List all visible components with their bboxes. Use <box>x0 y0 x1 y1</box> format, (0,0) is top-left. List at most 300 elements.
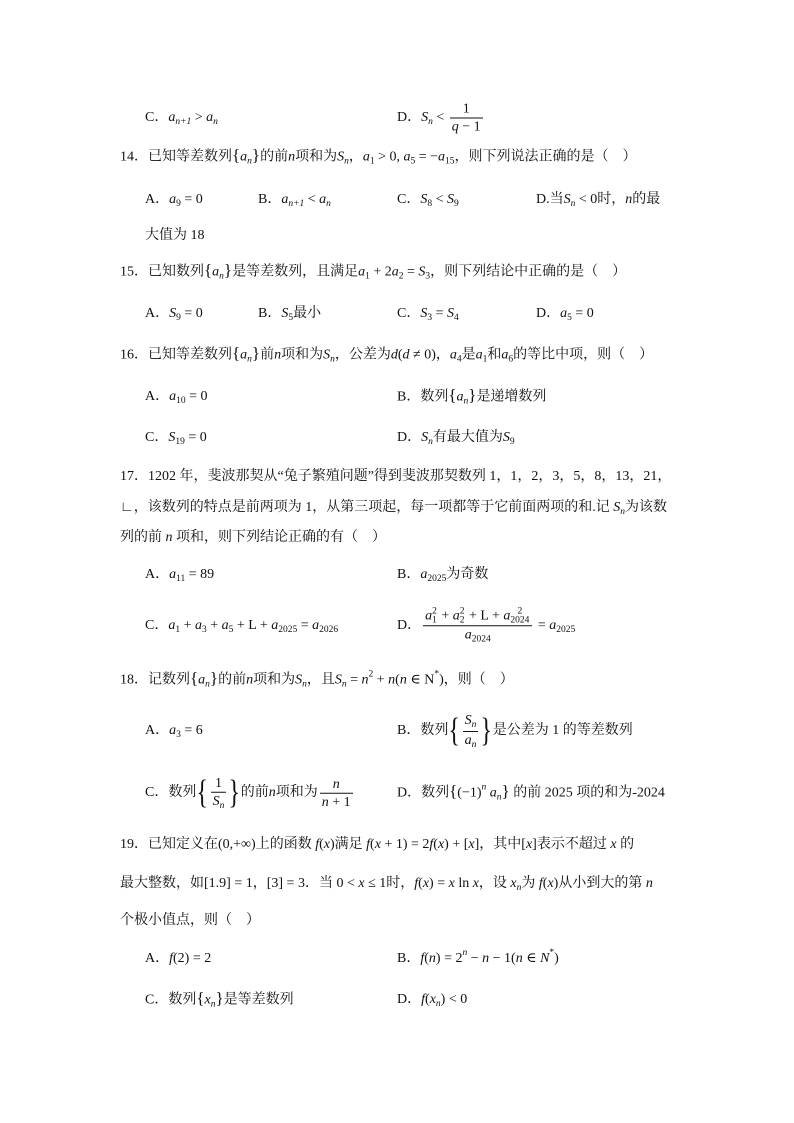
math-variable: f <box>429 837 434 852</box>
math-variable: a <box>549 618 557 634</box>
q17-stem-line-1 <box>120 467 671 487</box>
text-run: 14．已知等差数列 <box>120 149 232 165</box>
math-variable: a <box>240 149 248 165</box>
text-run: 1 <box>462 101 470 117</box>
subscript: n+1 <box>288 199 305 209</box>
text-run: ( <box>370 837 375 852</box>
text-run: ( <box>425 992 430 1007</box>
text-run: = <box>403 264 419 280</box>
q19-option-a <box>145 949 211 969</box>
math-variable: a <box>464 627 472 643</box>
math-variable: a <box>312 618 320 633</box>
math-variable: S <box>169 306 177 321</box>
math-variable: S <box>418 264 426 280</box>
math-variable: x <box>547 876 554 891</box>
brace: { <box>448 385 457 405</box>
math-variable: a <box>501 347 509 363</box>
text-run: = 0 <box>180 306 203 321</box>
math-variable: n <box>428 951 436 966</box>
math-variable: S <box>447 306 454 321</box>
q16-option-a <box>145 387 208 407</box>
text-run: D． <box>397 618 422 634</box>
brace: { <box>190 668 199 688</box>
text-run: ， <box>348 149 363 165</box>
math-variable: a <box>319 192 327 207</box>
q14-option-d <box>536 190 660 210</box>
q15-option-a <box>145 304 203 324</box>
text-run: )从小到大的第 <box>553 876 646 891</box>
math-variable: a <box>362 149 370 165</box>
text-run: + L + <box>233 618 272 633</box>
math-variable: a <box>221 618 229 633</box>
text-run: ∈ N <box>406 672 435 688</box>
subscript: 9 <box>509 437 515 447</box>
fraction <box>450 101 483 136</box>
text-run: = <box>297 618 313 633</box>
math-variable: n <box>274 347 282 363</box>
superscript: 2 <box>432 606 437 617</box>
subscript: n <box>463 396 469 407</box>
math-variable: x <box>358 876 365 891</box>
math-variable: S <box>420 306 428 321</box>
fraction-denominator <box>450 119 483 136</box>
text-run: 项和为 <box>275 785 318 801</box>
subscript: n <box>219 800 225 811</box>
subscript: 9 <box>454 199 459 209</box>
text-run: ( <box>511 951 516 966</box>
q17-option-a <box>145 565 214 585</box>
fraction <box>320 776 353 811</box>
math-variable: N <box>540 951 550 966</box>
text-run: = − <box>415 149 439 165</box>
math-variable: a <box>169 723 177 738</box>
brace: { <box>232 343 241 363</box>
text-run: (0,+∞) <box>218 837 256 852</box>
math-variable: S <box>212 793 220 809</box>
subscript: n <box>326 199 331 209</box>
text-run: ln <box>454 876 473 891</box>
text-run: < <box>304 192 320 207</box>
subscript: 1 <box>482 354 488 365</box>
math-variable: x <box>422 876 430 891</box>
text-run: ( <box>319 837 324 852</box>
text-run: D.当 <box>536 192 564 207</box>
math-variable: f <box>538 876 543 891</box>
subscript: n <box>247 354 252 365</box>
superscript: n <box>481 782 487 793</box>
math-variable: S <box>421 110 429 126</box>
math-variable: x <box>437 837 445 852</box>
fraction-numerator <box>463 712 479 732</box>
text-run: C．数列 <box>145 992 197 1008</box>
text-run: C．数列 <box>145 785 197 801</box>
q14-option-a <box>145 190 203 210</box>
subscript: n <box>205 679 210 690</box>
text-run: (2) = 2 <box>173 951 212 966</box>
subscript: n <box>435 999 441 1009</box>
text-run: > 0, <box>374 149 404 165</box>
text-run: ∟，该数列的特点是前两项为 1，从第三项起，每一项都等于它前面两项的和.记 <box>120 500 614 515</box>
q14-option-b <box>258 190 331 210</box>
text-run: ( <box>397 347 403 363</box>
text-run: 是递增数列 <box>476 389 547 405</box>
text-run: < 0时， <box>575 192 626 207</box>
text-run: C． <box>145 618 169 633</box>
subscript: n <box>428 437 433 447</box>
text-run: A． <box>145 192 170 207</box>
text-run: + <box>180 618 195 633</box>
math-variable: a <box>456 389 464 405</box>
text-run: 上的函数 <box>255 837 316 852</box>
text-run: C． <box>145 110 169 125</box>
math-variable: x <box>468 837 475 852</box>
text-run: 最大整数，如[1.9] = 1，[3] = 3．当 0 < <box>120 876 359 891</box>
math-variable: f <box>421 992 426 1007</box>
text-run: A． <box>145 389 170 404</box>
math-variable: n <box>399 672 407 688</box>
math-variable: a <box>560 306 568 321</box>
math-variable: S <box>295 672 303 688</box>
math-variable: a <box>271 618 279 633</box>
math-variable: f <box>414 876 419 891</box>
subscript: 8 <box>427 199 433 209</box>
brace: { <box>196 988 205 1008</box>
fraction-numerator <box>320 776 353 794</box>
text-run: 15．已知数列 <box>120 264 204 280</box>
brace: { <box>232 145 241 165</box>
text-run: = <box>346 672 362 688</box>
math-variable: x <box>323 837 330 852</box>
subscript: n <box>516 883 522 893</box>
text-run: + <box>373 672 389 688</box>
subscript: 3 <box>202 625 207 635</box>
text-run: 为 <box>521 876 539 891</box>
text-run: + <box>206 618 222 633</box>
text-run: ( <box>433 837 438 852</box>
text-run: 和 <box>487 347 502 363</box>
text-run: 为奇数 <box>446 567 489 582</box>
text-run: < <box>432 192 447 207</box>
text-run: = 89 <box>185 567 215 582</box>
text-run: ，公差为 <box>334 347 391 363</box>
text-run: C． <box>397 192 421 207</box>
text-run: = 6 <box>180 723 203 738</box>
subscript: 15 <box>445 156 455 167</box>
superscript: n <box>462 948 468 958</box>
superscript: 2 <box>517 606 523 617</box>
math-variable: S <box>337 149 345 165</box>
fraction <box>211 775 227 812</box>
brace: } <box>228 774 241 811</box>
text-run: C． <box>397 306 421 321</box>
text-run: ]表示不超过 <box>532 837 611 852</box>
subscript: n <box>428 117 433 128</box>
text-run: A． <box>145 567 170 582</box>
subscript: 3 <box>425 271 431 282</box>
q17-stem-line-2 <box>120 498 667 518</box>
superscript: * <box>434 669 440 680</box>
subscript: n+1 <box>175 117 192 127</box>
q15-stem <box>120 262 626 283</box>
text-run: − 1 <box>489 951 512 966</box>
text-run: < <box>432 110 448 126</box>
q17-stem-line-3 <box>120 528 386 548</box>
math-variable: S <box>323 347 331 363</box>
q18-option-d <box>397 783 665 804</box>
text-run: ，则下列说法正确的是（ ） <box>454 149 637 165</box>
math-variable: n <box>165 530 173 545</box>
subscript: n <box>620 507 625 517</box>
math-variable: S <box>281 306 289 321</box>
subscript: n <box>471 720 477 730</box>
text-run: 17．1202 年，斐波那契从“兔子繁殖问题”得到斐波那契数列 1，1，2，3，5，8，13，21， <box>120 469 672 484</box>
text-run: 是等差数列，且满足 <box>232 264 359 280</box>
text-run: 19．已知定义在 <box>120 837 218 852</box>
text-run: − <box>467 951 483 966</box>
brace: { <box>448 712 461 749</box>
q18-stem <box>120 670 514 691</box>
q17-option-c <box>145 616 338 636</box>
text-run: D．数列 <box>397 785 450 801</box>
text-run: 的前 <box>260 149 289 165</box>
text-run: ) = 2 <box>435 951 463 966</box>
sub-superscript <box>460 607 465 625</box>
subscript: 2024 <box>510 615 530 626</box>
subscript: 2026 <box>319 625 339 635</box>
brace: { <box>449 781 458 801</box>
q16-option-d <box>397 428 515 448</box>
text-run: = 0 <box>180 192 203 207</box>
text-run: ，且 <box>306 672 335 688</box>
text-run: 的前 <box>218 672 247 688</box>
text-run: 18．记数列 <box>120 672 190 688</box>
subscript: 9 <box>176 199 181 209</box>
subscript: 10 <box>176 396 186 406</box>
q18-option-b <box>397 712 633 750</box>
subscript: 2025 <box>556 625 576 636</box>
text-run: ，设 <box>478 876 511 891</box>
brace: } <box>223 260 233 280</box>
brace: } <box>501 781 510 801</box>
math-variable: a <box>503 608 511 624</box>
q19-stem-line-3 <box>120 911 260 931</box>
math-variable: S <box>447 192 454 207</box>
subscript: 4 <box>456 354 462 365</box>
q15-option-b <box>258 304 321 324</box>
text-run: 前 <box>260 347 275 363</box>
math-variable: a <box>425 608 433 624</box>
text-run: D． <box>397 430 422 445</box>
fraction-numerator <box>423 607 532 626</box>
q14-option-d-continued <box>145 226 205 246</box>
math-variable: S <box>563 192 571 207</box>
superscript: 2 <box>368 669 374 680</box>
subscript: n <box>213 117 218 127</box>
math-variable: a <box>169 389 177 404</box>
math-variable: f <box>366 837 371 852</box>
q16-option-b <box>397 387 546 408</box>
math-variable: S <box>502 430 510 445</box>
math-variable: x <box>510 876 517 891</box>
fraction-denominator <box>320 794 353 811</box>
q16-stem <box>120 345 653 366</box>
subscript: n <box>330 354 335 365</box>
math-variable: a <box>464 732 472 748</box>
text-run: = 0 <box>185 389 208 404</box>
subscript: 2 <box>459 615 465 626</box>
math-variable: n <box>625 192 633 207</box>
brace: } <box>215 988 224 1008</box>
text-run: − 1 <box>458 119 481 135</box>
text-run: ( <box>424 951 429 966</box>
math-variable: a <box>403 149 411 165</box>
brace: } <box>468 385 477 405</box>
text-run: ( <box>395 672 400 688</box>
subscript: n <box>341 679 347 690</box>
text-run: A． <box>145 723 170 738</box>
text-run: + 1) = 2 <box>380 837 430 852</box>
math-variable: x <box>429 992 436 1007</box>
q19-stem-line-2 <box>120 874 653 894</box>
subscript: 1 <box>369 156 375 167</box>
text-run: 项和为 <box>295 149 338 165</box>
subscript: 19 <box>175 437 185 447</box>
math-variable: x <box>204 992 211 1008</box>
subscript: 1 <box>365 271 370 282</box>
math-variable: a <box>212 264 220 280</box>
superscript: * <box>549 948 555 958</box>
math-variable: n <box>268 785 276 801</box>
text-run: 的前 <box>240 785 269 801</box>
q15-option-c <box>397 304 459 324</box>
superscript: 2 <box>459 606 465 617</box>
text-run: D． <box>397 992 422 1007</box>
text-run: ) <box>440 992 446 1007</box>
text-run: ( <box>542 876 548 891</box>
fraction-numerator <box>211 775 227 793</box>
subscript: 1 <box>432 615 437 626</box>
text-run: B． <box>258 306 282 321</box>
math-variable: a <box>452 608 460 624</box>
q13-option-c <box>145 108 218 128</box>
math-variable: a <box>489 785 497 801</box>
math-variable: a <box>169 192 177 207</box>
brace: { <box>196 774 209 811</box>
subscript: 1 <box>175 625 181 635</box>
fraction-denominator <box>463 732 479 751</box>
math-variable: f <box>169 951 174 966</box>
math-variable: x <box>525 837 533 852</box>
text-run: 是等差数列 <box>223 992 294 1008</box>
math-variable: a <box>358 264 366 280</box>
text-run: A． <box>145 306 170 321</box>
q17-option-b <box>397 565 488 585</box>
subscript: 3 <box>176 730 181 740</box>
text-run: = 0 <box>184 430 207 445</box>
math-variable: f <box>420 951 425 966</box>
fraction-denominator <box>423 626 532 645</box>
q19-option-d <box>397 990 467 1010</box>
text-run: 的等比中项，则（ ） <box>513 347 654 363</box>
text-run: 个极小值点，则（ ） <box>120 913 260 928</box>
fraction-numerator <box>450 101 483 119</box>
subscript: n <box>496 792 502 803</box>
text-run: ， <box>435 347 450 363</box>
fraction <box>423 607 532 645</box>
subscript: n <box>570 199 576 209</box>
text-run: A． <box>145 951 170 966</box>
q17-option-d <box>397 607 575 645</box>
math-variable: S <box>168 430 176 445</box>
text-run: ) + [ <box>444 837 469 852</box>
text-run: 项和，则下列结论正确的有（ ） <box>172 530 386 545</box>
brace: } <box>209 668 219 688</box>
sub-superscript <box>432 607 437 625</box>
text-run: 大值为 18 <box>145 228 205 243</box>
text-run: D． <box>536 306 561 321</box>
math-variable: S <box>334 672 342 688</box>
subscript: 5 <box>228 625 234 635</box>
brace: } <box>251 145 261 165</box>
math-variable: n <box>246 672 254 688</box>
math-variable: d <box>402 347 410 363</box>
fraction-denominator <box>211 793 227 812</box>
math-variable: a <box>198 672 206 688</box>
q14-option-c <box>397 190 459 210</box>
subscript: 2024 <box>471 634 491 645</box>
text-run: B． <box>258 192 282 207</box>
subscript: 6 <box>508 354 514 365</box>
math-variable: n <box>645 876 653 891</box>
subscript: 3 <box>427 313 433 323</box>
subscript: 2025 <box>427 574 447 584</box>
math-variable: a <box>240 347 248 363</box>
math-variable: q <box>451 119 459 135</box>
q18-option-a <box>145 721 203 741</box>
text-run: 为该数 <box>624 500 667 515</box>
text-run: ≠ 0) <box>409 347 436 363</box>
text-run: 有最大值为 <box>432 430 503 445</box>
math-variable: a <box>438 149 446 165</box>
math-variable: S <box>613 500 621 515</box>
text-run: B． <box>397 567 421 582</box>
math-variable: a <box>168 618 176 633</box>
q16-option-c <box>145 428 207 448</box>
subscript: n <box>344 156 349 167</box>
text-run: ，则（ ） <box>443 672 514 688</box>
text-run: 最小 <box>293 306 322 321</box>
sub-superscript <box>510 607 529 625</box>
brace: } <box>251 343 261 363</box>
math-variable: S <box>421 430 429 445</box>
subscript: 5 <box>288 313 294 323</box>
math-variable: n <box>388 672 396 688</box>
subscript: n <box>247 156 252 167</box>
text-run: + 2 <box>369 264 392 280</box>
text-run: 1 <box>215 775 223 791</box>
text-run: D． <box>397 110 422 126</box>
subscript: 5 <box>410 156 416 167</box>
math-variable: a <box>195 618 202 633</box>
text-run: > <box>191 110 207 125</box>
fraction <box>463 712 479 750</box>
q19-stem-line-1 <box>120 835 634 855</box>
text-run: B．数列 <box>397 389 449 405</box>
math-variable: a <box>206 110 214 125</box>
math-variable: x <box>448 876 455 891</box>
text-run: (−1) <box>457 785 482 801</box>
text-run: C． <box>145 430 169 445</box>
